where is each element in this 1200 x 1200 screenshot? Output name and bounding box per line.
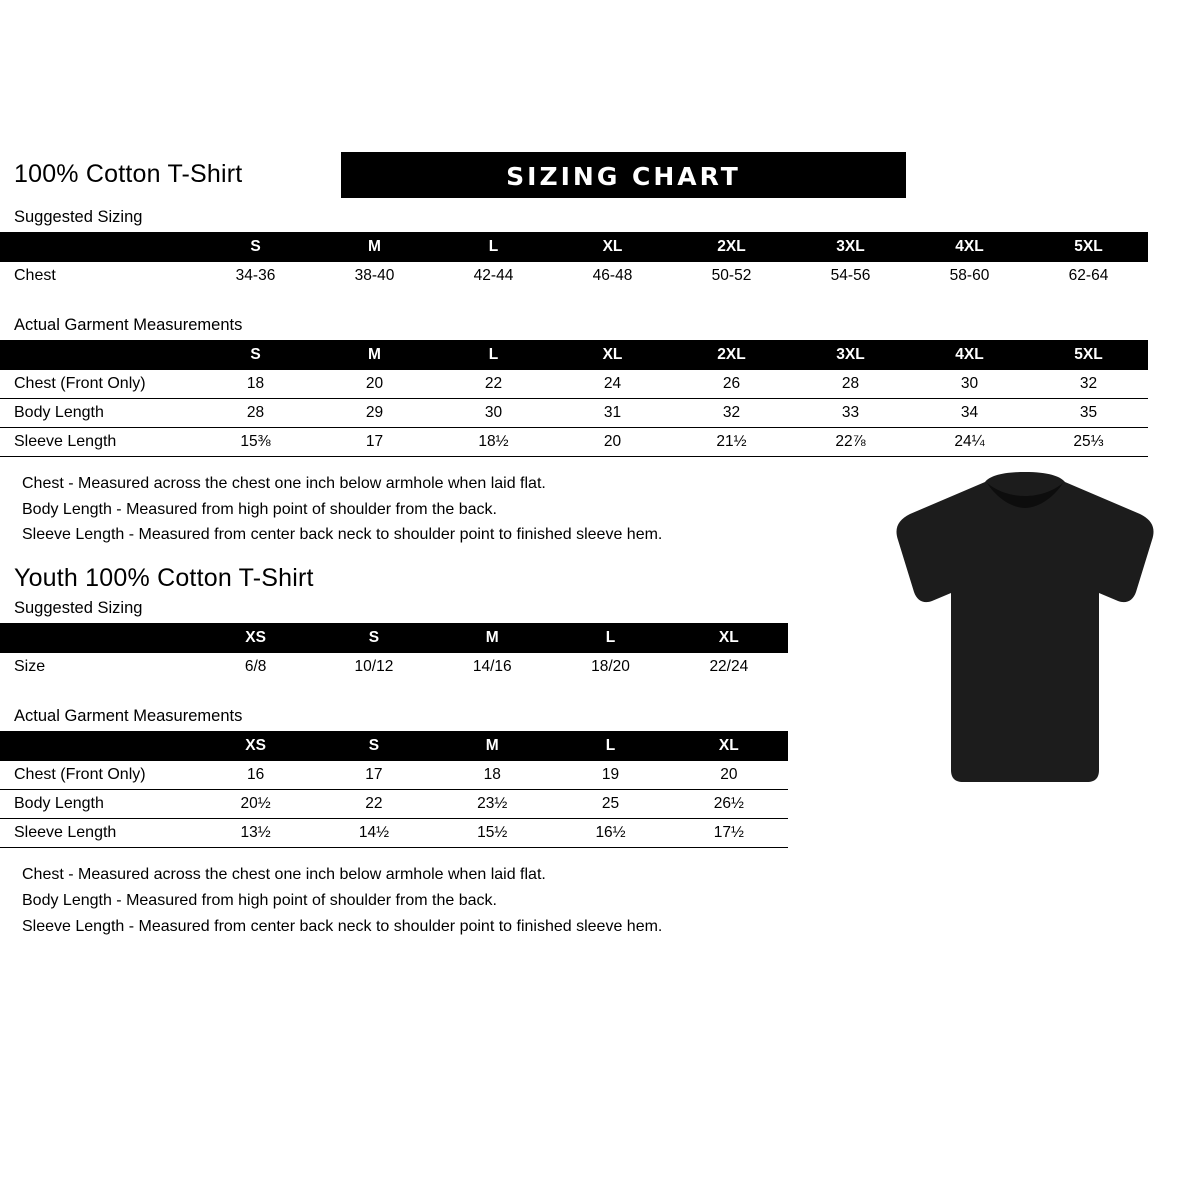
cell: 22⅞ bbox=[791, 427, 910, 456]
cell: 26½ bbox=[670, 789, 788, 818]
cell: 18 bbox=[433, 761, 551, 790]
cell: 18½ bbox=[434, 427, 553, 456]
cell: 26 bbox=[672, 370, 791, 399]
row-label: Body Length bbox=[0, 398, 196, 427]
cell: 25 bbox=[551, 789, 669, 818]
col-header: M bbox=[433, 731, 551, 761]
col-header bbox=[0, 232, 196, 262]
cell: 20 bbox=[315, 370, 434, 399]
cell: 34 bbox=[910, 398, 1029, 427]
col-header bbox=[0, 731, 196, 761]
row-label: Chest (Front Only) bbox=[0, 761, 196, 790]
spacer bbox=[0, 290, 1120, 316]
col-header: 5XL bbox=[1029, 340, 1148, 370]
cell: 18/20 bbox=[591, 658, 630, 676]
cell: 42-44 bbox=[473, 266, 514, 284]
youth-suggested-table bbox=[0, 623, 788, 681]
cell: 30 bbox=[434, 398, 553, 427]
col-header: M bbox=[315, 340, 434, 370]
cell: 54-56 bbox=[830, 266, 871, 284]
cell: 31 bbox=[553, 398, 672, 427]
cell: 24¼ bbox=[910, 427, 1029, 456]
adult-actual-table bbox=[0, 340, 1148, 457]
page-title: 100% Cotton T-Shirt bbox=[14, 160, 243, 188]
table-row bbox=[0, 427, 1148, 456]
cell: 21½ bbox=[672, 427, 791, 456]
col-header: 5XL bbox=[1029, 232, 1148, 262]
note-body-length: Body Length - Measured from high point of shoulder from the back. bbox=[22, 891, 497, 909]
col-header: XL bbox=[670, 623, 788, 653]
note-body-length: Body Length - Measured from high point of shoulder from the back. bbox=[22, 500, 497, 518]
col-header: XL bbox=[670, 731, 788, 761]
col-header: L bbox=[551, 623, 669, 653]
col-header: XS bbox=[196, 623, 314, 653]
cell: 46-48 bbox=[592, 266, 633, 284]
cell: 18 bbox=[196, 370, 315, 399]
cell: 32 bbox=[672, 398, 791, 427]
youth-suggested-label: Suggested Sizing bbox=[14, 599, 143, 618]
cell: 23½ bbox=[433, 789, 551, 818]
sizing-chart-banner bbox=[341, 152, 906, 198]
cell: 29 bbox=[315, 398, 434, 427]
col-header: 4XL bbox=[910, 232, 1029, 262]
row-label: Sleeve Length bbox=[0, 427, 196, 456]
table-row bbox=[0, 653, 788, 681]
youth-actual-label: Actual Garment Measurements bbox=[14, 707, 243, 726]
youth-actual-table bbox=[0, 731, 788, 848]
t-shirt-icon bbox=[890, 470, 1160, 810]
cell: 38-40 bbox=[354, 266, 395, 284]
col-header: XL bbox=[553, 340, 672, 370]
col-header: XL bbox=[553, 232, 672, 262]
cell: 17 bbox=[315, 427, 434, 456]
note-chest: Chest - Measured across the chest one inch below armhole when laid flat. bbox=[22, 865, 546, 883]
t-shirt-illustration bbox=[890, 470, 1160, 810]
cell: 25⅓ bbox=[1029, 427, 1148, 456]
table-header-row bbox=[0, 340, 1148, 370]
cell: 28 bbox=[196, 398, 315, 427]
cell: 28 bbox=[791, 370, 910, 399]
col-header: 4XL bbox=[910, 340, 1029, 370]
row-label: Chest (Front Only) bbox=[0, 370, 196, 399]
col-header: M bbox=[315, 232, 434, 262]
cell: 20 bbox=[670, 761, 788, 790]
col-header: L bbox=[551, 731, 669, 761]
table-header-row bbox=[0, 623, 788, 653]
note-sleeve-length: Sleeve Length - Measured from center back neck to shoulder point to finished sleeve hem. bbox=[22, 917, 663, 935]
cell: 16 bbox=[196, 761, 314, 790]
row-label: Body Length bbox=[0, 789, 196, 818]
cell: 20½ bbox=[196, 789, 314, 818]
cell: 34-36 bbox=[235, 266, 276, 284]
youth-measurement-notes bbox=[22, 862, 1120, 940]
adult-suggested-label: Suggested Sizing bbox=[14, 208, 143, 226]
cell: 24 bbox=[553, 370, 672, 399]
row-label: Sleeve Length bbox=[0, 818, 196, 847]
col-header: 2XL bbox=[672, 232, 791, 262]
table-header-row bbox=[0, 731, 788, 761]
cell: 58-60 bbox=[949, 266, 990, 284]
header bbox=[0, 160, 1120, 208]
cell: 17½ bbox=[670, 818, 788, 847]
col-header: L bbox=[434, 232, 553, 262]
sizing-chart-banner-label: SIZING CHART bbox=[506, 162, 741, 191]
table-header-row bbox=[0, 232, 1148, 262]
cell: 15½ bbox=[433, 818, 551, 847]
col-header bbox=[0, 623, 196, 653]
cell: 62-64 bbox=[1068, 266, 1109, 284]
table-row bbox=[0, 761, 788, 790]
table-row bbox=[0, 789, 788, 818]
cell: 22 bbox=[434, 370, 553, 399]
col-header bbox=[0, 340, 196, 370]
cell: 17 bbox=[315, 761, 433, 790]
col-header: L bbox=[434, 340, 553, 370]
col-header: 3XL bbox=[791, 340, 910, 370]
col-header: 2XL bbox=[672, 340, 791, 370]
cell: 14/16 bbox=[472, 658, 512, 676]
cell: 10/12 bbox=[354, 658, 394, 676]
youth-section-title: Youth 100% Cotton T-Shirt bbox=[14, 564, 314, 593]
note-chest: Chest - Measured across the chest one inch below armhole when laid flat. bbox=[22, 474, 546, 492]
cell: 19 bbox=[551, 761, 669, 790]
cell: 14½ bbox=[315, 818, 433, 847]
adult-suggested-table bbox=[0, 232, 1148, 290]
note-sleeve-length: Sleeve Length - Measured from center back neck to shoulder point to finished sleeve hem. bbox=[22, 526, 663, 544]
col-header: S bbox=[196, 340, 315, 370]
col-header: M bbox=[433, 623, 551, 653]
table-row bbox=[0, 818, 788, 847]
cell: 33 bbox=[791, 398, 910, 427]
cell: 20 bbox=[553, 427, 672, 456]
col-header: S bbox=[196, 232, 315, 262]
cell: 35 bbox=[1029, 398, 1148, 427]
table-row bbox=[0, 370, 1148, 399]
table-row bbox=[0, 398, 1148, 427]
col-header: S bbox=[315, 623, 433, 653]
cell: 50-52 bbox=[711, 266, 752, 284]
cell: 16½ bbox=[551, 818, 669, 847]
adult-actual-label: Actual Garment Measurements bbox=[14, 315, 243, 334]
row-label: Chest bbox=[14, 266, 56, 284]
col-header: 3XL bbox=[791, 232, 910, 262]
table-row bbox=[0, 262, 1148, 290]
row-label: Size bbox=[14, 658, 46, 676]
cell: 32 bbox=[1029, 370, 1148, 399]
cell: 22 bbox=[315, 789, 433, 818]
cell: 22/24 bbox=[709, 658, 749, 676]
cell: 15⅜ bbox=[196, 427, 315, 456]
cell: 13½ bbox=[196, 818, 314, 847]
cell: 30 bbox=[910, 370, 1029, 399]
col-header: S bbox=[315, 731, 433, 761]
col-header: XS bbox=[196, 731, 314, 761]
cell: 6/8 bbox=[244, 658, 267, 676]
